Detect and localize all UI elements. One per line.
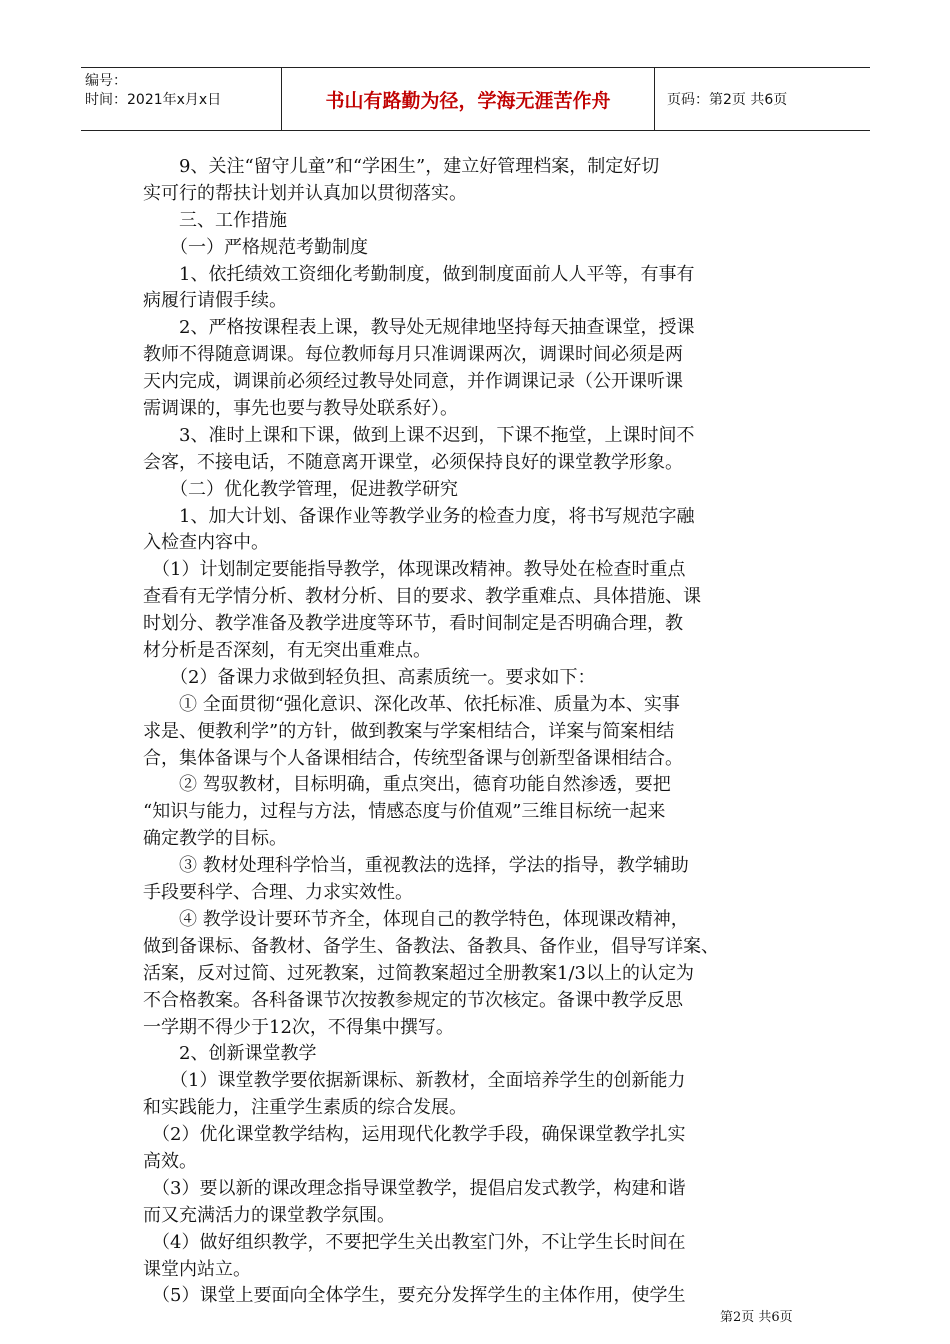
text-line: 2、创新课堂教学 [143,1043,317,1065]
header-left-cell [81,68,282,130]
text-line: 不合格教案。各科备课节次按教参规定的节次核定。备课中教学反思 [143,989,683,1011]
text-line: 病履行请假手续。 [143,290,287,312]
text-line: （3）要以新的课改理念指导课堂教学，提倡启发式教学，构建和谐 [143,1177,686,1199]
text-line: 会客，不接电话，不随意离开课堂，必须保持良好的课堂教学形象。 [143,451,683,473]
text-line: 高效。 [143,1150,197,1172]
page-footer: 第2页 共6页 [720,1310,793,1325]
header-right-cell [655,68,870,130]
text-line: （二）优化教学管理，促进教学研究 [143,478,458,500]
text-line: 1、加大计划、备课作业等教学业务的检查力度，将书写规范字融 [143,505,695,527]
text-line: 查看有无学情分析、教材分析、目的要求、教学重难点、具体措施、课 [143,586,701,608]
text-line: （4）做好组织教学，不要把学生关出教室门外，不让学生长时间在 [143,1231,686,1253]
text-line: 1、依托绩效工资细化考勤制度，做到制度面前人人平等，有事有 [143,263,695,285]
document-time-label: 时间：2021年x月x日 [85,92,222,108]
text-line: “知识与能力，过程与方法，情感态度与价值观”三维目标统一起来 [143,801,666,823]
text-line: （1）课堂教学要依据新课标、新教材，全面培养学生的创新能力 [143,1070,686,1092]
text-line: （5）课堂上要面向全体学生，要充分发挥学生的主体作用，使学生 [143,1285,686,1307]
text-line: 求是、便教利学”的方针，做到教案与学案相结合，详案与简案相结 [143,720,675,742]
text-line: 天内完成，调课前必须经过教导处同意，并作调课记录（公开课听课 [143,371,683,393]
text-line: 和实践能力，注重学生素质的综合发展。 [143,1097,467,1119]
header-motto-cell [282,68,655,130]
text-line: 3、准时上课和下课，做到上课不迟到，下课不拖堂，上课时间不 [143,424,695,446]
text-line: 手段要科学、合理、力求实效性。 [143,882,413,904]
text-line: ③ 教材处理科学恰当，重视教法的选择，学法的指导，教学辅助 [143,855,689,877]
text-line: 实可行的帮扶计划并认真加以贯彻落实。 [143,182,467,204]
text-line: ④ 教学设计要环节齐全，体现自己的教学特色，体现课改精神， [143,908,689,930]
text-line: 确定教学的目标。 [143,828,287,850]
text-line: 而又充满活力的课堂教学氛围。 [143,1204,395,1226]
text-line: 入检查内容中。 [143,532,269,554]
header-motto: 书山有路勤为径，学海无涯苦作舟 [325,89,611,112]
text-line: ① 全面贯彻“强化意识、深化改革、依托标准、质量为本、实事 [143,693,680,715]
text-line: 活案，反对过简、过死教案，过简教案超过全册教案1/3以上的认定为 [143,962,694,984]
document-number-label: 编号： [85,73,127,89]
text-line: （2）优化课堂教学结构，运用现代化教学手段，确保课堂教学扎实 [143,1124,686,1146]
text-line: 教师不得随意调课。每位教师每月只准调课两次，调课时间必须是两 [143,344,683,366]
text-line: 时划分、教学准备及教学进度等环节，看时间制定是否明确合理，教 [143,613,683,635]
text-line: 做到备课标、备教材、备学生、备教法、备教具、备作业，倡导写详案、 [143,935,719,957]
text-line: （一）严格规范考勤制度 [143,236,368,258]
text-line: 9、关注“留守儿童”和“学困生”，建立好管理档案，制定好切 [143,156,660,177]
text-line: 2、严格按课程表上课，教导处无规律地坚持每天抽查课堂，授课 [143,317,695,339]
text-line: 合，集体备课与个人备课相结合，传统型备课与创新型备课相结合。 [143,747,683,769]
text-line: 需调课的，事先也要与教导处联系好）。 [143,398,458,420]
page-header [81,67,870,131]
text-line: 课堂内站立。 [143,1258,251,1280]
text-line: 一学期不得少于12次，不得集中撰写。 [143,1016,454,1038]
header-page-label: 页码：第2页 共6页 [667,92,788,108]
text-line: 材分析是否深刻，有无突出重难点。 [143,640,431,662]
text-line: （1）计划制定要能指导教学，体现课改精神。教导处在检查时重点 [143,559,686,581]
document-body [143,154,809,1310]
text-line: 三、工作措施 [143,209,287,231]
text-line: （2）备课力求做到轻负担、高素质统一。要求如下： [143,666,596,688]
text-line: ② 驾驭教材，目标明确，重点突出，德育功能自然渗透，要把 [143,774,671,796]
